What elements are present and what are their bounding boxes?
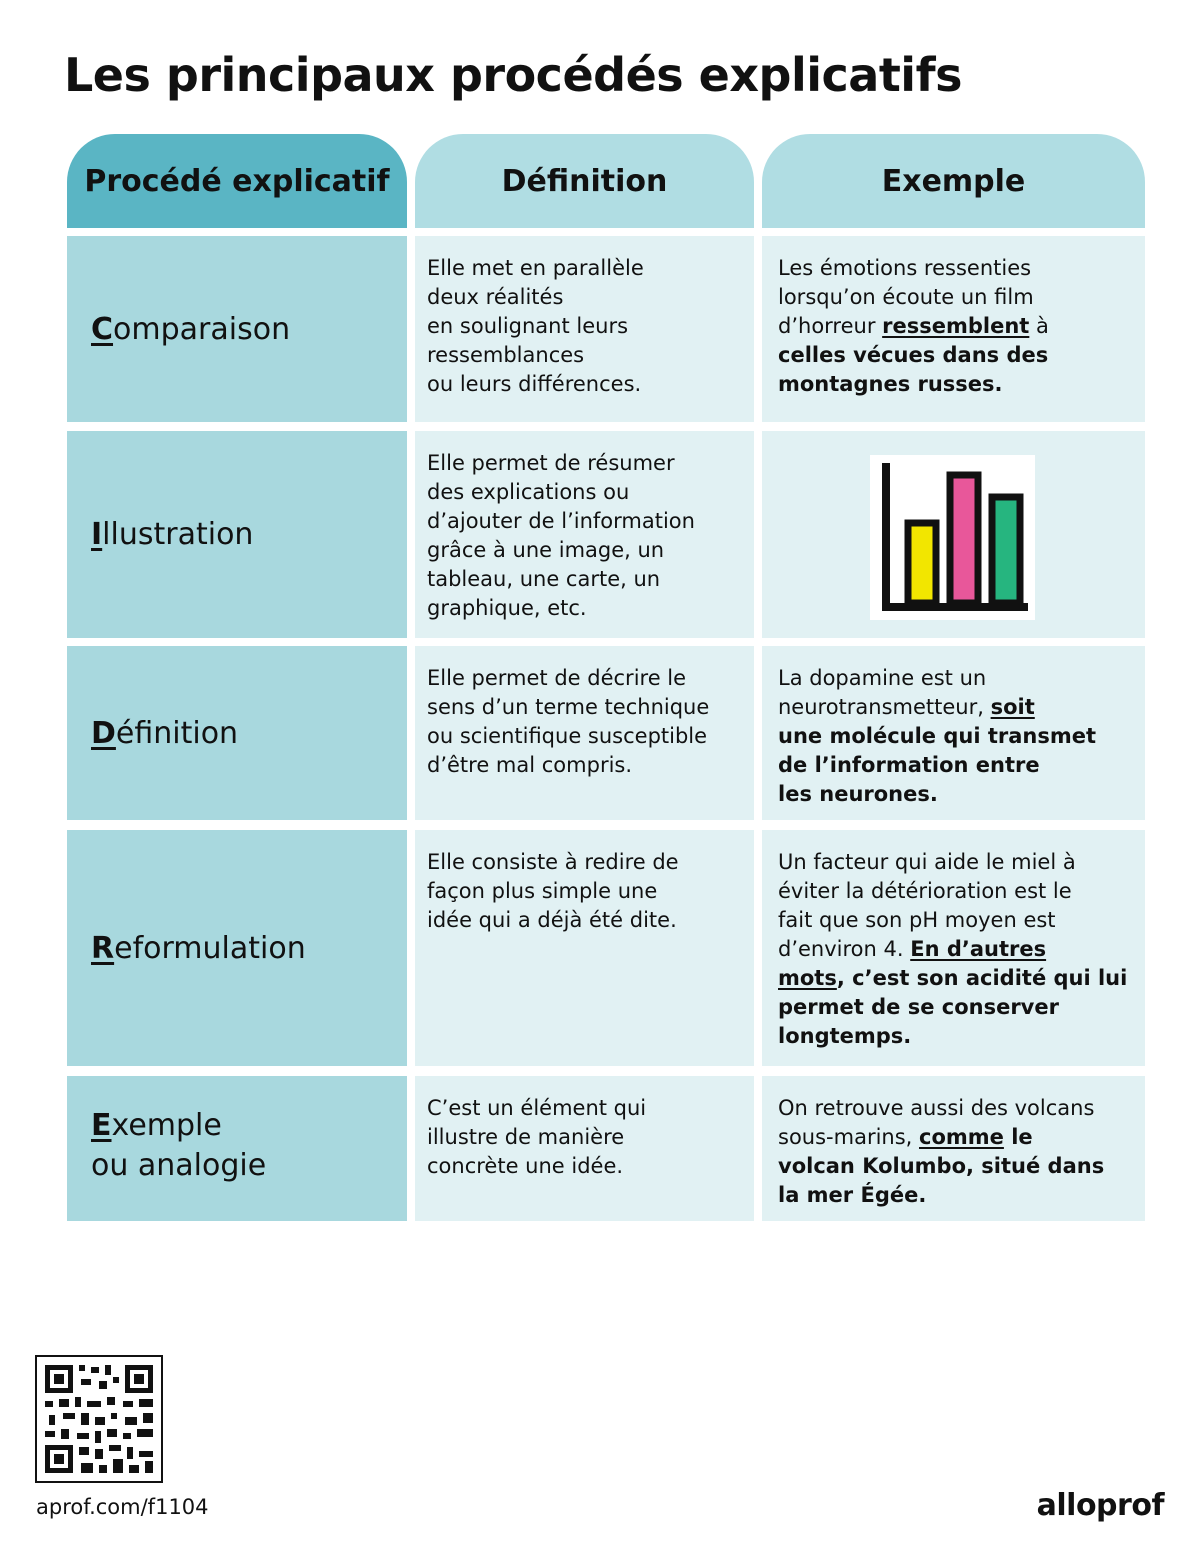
name-rest: omparaison [113,311,291,347]
initial-letter: D [91,715,116,751]
marker-word: comme [919,1125,1004,1149]
definition-exemple-analogie: C’est un élément qui illustre de manière concrète une idée. [415,1076,754,1221]
marker-word: soit [990,695,1035,719]
definition-reformulation: Elle consiste à redire de façon plus simple une idée qui a déjà été dite. [415,830,754,1066]
alloprof-logo: alloprof [1036,1488,1164,1523]
procede-name-reformulation [67,830,407,1066]
marker-word: mots [778,966,837,990]
example-definition: La dopamine est un neurotransmetteur, soit une molécule qui transmet de l’information entre les neurones. [762,646,1145,820]
marker-word: ressemblent [882,314,1030,338]
initial-letter: R [91,930,115,966]
name-line2: ou analogie [91,1148,267,1183]
marker-word: En d’autres [910,937,1047,961]
procede-name-comparaison [67,236,407,422]
column-header-procede: Procédé explicatif [67,134,407,228]
qr-code-icon[interactable] [35,1355,163,1483]
procede-name-illustration [67,431,407,638]
name-rest: eformulation [114,930,306,966]
name-rest: éfinition [115,715,239,751]
definition-comparaison: Elle met en parallèle deux réalités en soulignant leurs ressemblances ou leurs différences. [415,236,754,422]
definition-illustration: Elle permet de résumer des explications ou d’ajouter de l’information grâce à une image, un tableau, une carte, un graphique, etc. [415,431,754,638]
example-exemple-analogie: On retrouve aussi des volcans sous-marins, comme le volcan Kolumbo, situé dans la mer Égée. [762,1076,1145,1221]
initial-letter: C [91,311,114,347]
chart-bar-pink [950,475,978,603]
column-header-definition: Définition [415,134,754,228]
bar-chart-icon [870,455,1035,620]
procede-name-exemple-analogie [67,1076,407,1221]
page-title: Les principaux procédés explicatifs [64,48,962,102]
footer-url[interactable]: aprof.com/f1104 [36,1495,209,1519]
initial-letter: E [91,1108,112,1143]
name-rest: llustration [102,517,254,552]
example-reformulation: Un facteur qui aide le miel à éviter la détérioration est le fait que son pH moyen est d’environ 4. En d’autres mots, c’est son acidité qui lui permet de se conserver longtemps. [762,830,1145,1066]
chart-bar-green [992,497,1020,603]
initial-letter: I [91,517,103,552]
name-rest: xemple [111,1108,222,1143]
column-header-exemple: Exemple [762,134,1145,228]
definition-definition: Elle permet de décrire le sens d’un terme technique ou scientifique susceptible d’être mal compris. [415,646,754,820]
example-comparaison: Les émotions ressenties lorsqu’on écoute un film d’horreur ressemblent à celles vécues dans des montagnes russes. [762,236,1145,422]
chart-bar-yellow [908,523,936,603]
procede-name-definition [67,646,407,820]
